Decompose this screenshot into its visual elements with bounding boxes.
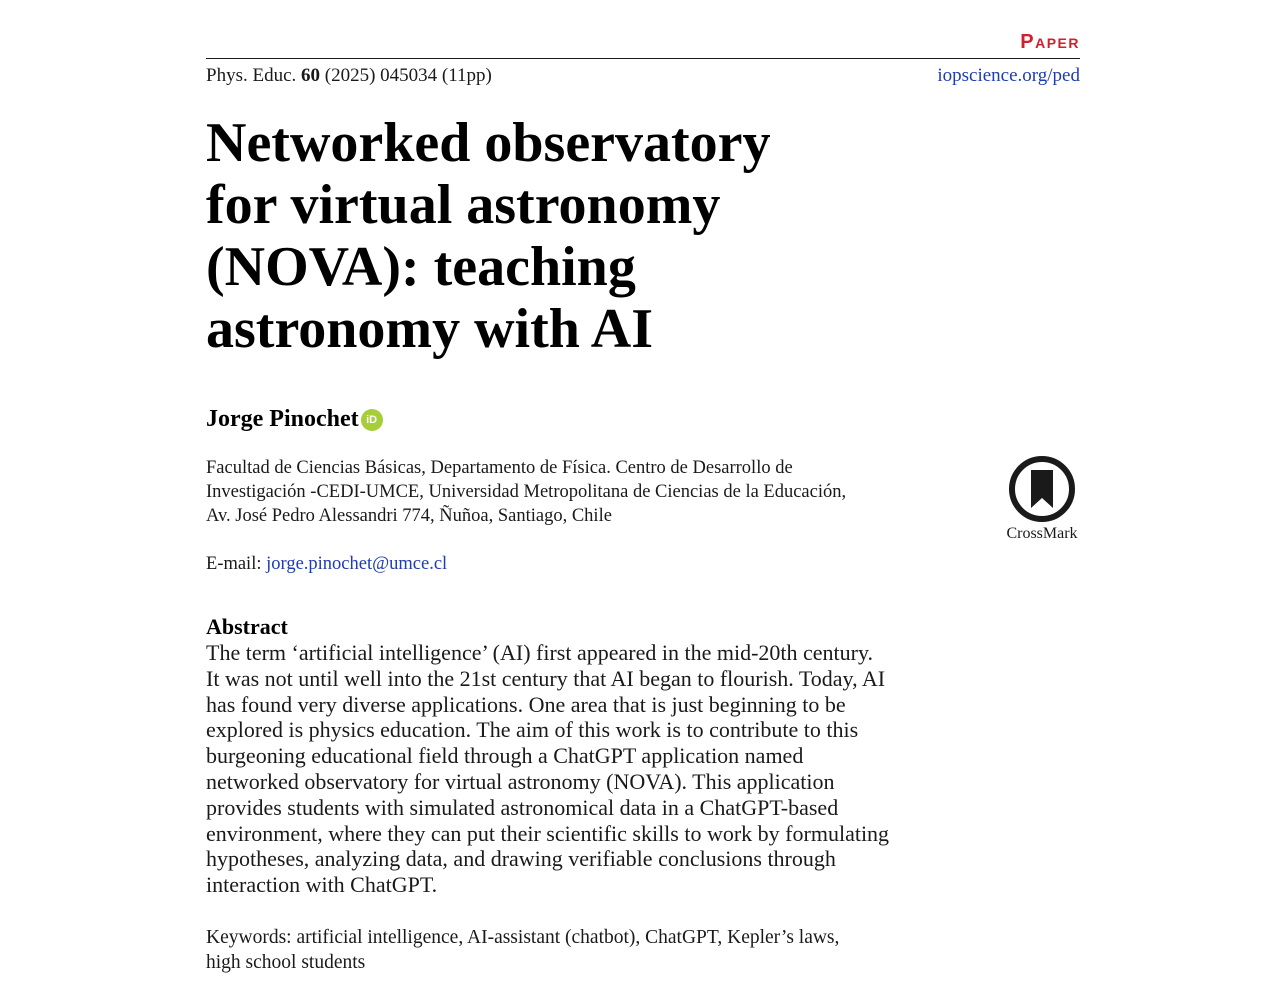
title-line: astronomy with AI [206, 298, 654, 360]
crossmark-badge[interactable] [990, 456, 1094, 544]
orcid-icon[interactable]: iD [361, 409, 383, 431]
citation-line [206, 64, 492, 88]
paper-type-label: Paper [1020, 31, 1080, 53]
header-rule [206, 58, 1080, 59]
abstract-line: provides students with simulated astronomical data in a ChatGPT-based [206, 794, 839, 820]
journal-link[interactable]: iopscience.org/ped [937, 65, 1080, 86]
citation-prefix: Phys. Educ. [206, 65, 301, 86]
abstract-heading: Abstract [206, 614, 288, 639]
citation-volume: 60 [301, 65, 320, 86]
abstract-line: networked observatory for virtual astronomy (NOVA). This application [206, 768, 835, 794]
title-line: Networked observatory [206, 112, 771, 174]
author-name: Jorge Pinochet [206, 406, 359, 432]
abstract-line: It was not until well into the 21st century that AI began to flourish. Today, AI [206, 665, 886, 691]
abstract-line: explored is physics education. The aim of this work is to contribute to this [206, 717, 859, 743]
title-line: for virtual astronomy [206, 174, 721, 236]
keywords [206, 925, 946, 975]
crossmark-icon [1009, 456, 1075, 522]
affiliation [206, 456, 906, 528]
email-label: E-mail: [206, 554, 267, 574]
abstract-line: hypotheses, analyzing data, and drawing verifiable conclusions through [206, 846, 836, 872]
title-line: (NOVA): teaching [206, 236, 636, 298]
abstract-line: burgeoning educational field through a ChatGPT application named [206, 743, 804, 769]
affiliation-line: Investigación -CEDI-UMCE, Universidad Metropolitana de Ciencias de la Educación, [206, 482, 847, 502]
abstract-line: interaction with ChatGPT. [206, 872, 438, 898]
abstract-line: environment, where they can put their scientific skills to work by formulating [206, 820, 890, 846]
keywords-line: Keywords: artificial intelligence, AI-assistant (chatbot), ChatGPT, Kepler’s laws, [206, 927, 840, 948]
citation-suffix: (2025) 045034 (11pp) [320, 65, 492, 86]
affiliation-line: Av. José Pedro Alessandri 774, Ñuñoa, Santiago, Chile [206, 506, 612, 526]
paper-title [206, 112, 906, 360]
abstract-line: The term ‘artificial intelligence’ (AI) first appeared in the mid-20th century. [206, 640, 874, 665]
author-line [206, 404, 383, 434]
email-line [206, 552, 447, 576]
crossmark-label: CrossMark [1006, 525, 1078, 542]
abstract-body [206, 640, 946, 898]
affiliation-line: Facultad de Ciencias Básicas, Departamento de Física. Centro de Desarrollo de [206, 458, 793, 478]
email-link[interactable]: jorge.pinochet@umce.cl [266, 554, 448, 574]
abstract-line: has found very diverse applications. One area that is just beginning to be [206, 691, 846, 717]
keywords-line: high school students [206, 952, 366, 973]
